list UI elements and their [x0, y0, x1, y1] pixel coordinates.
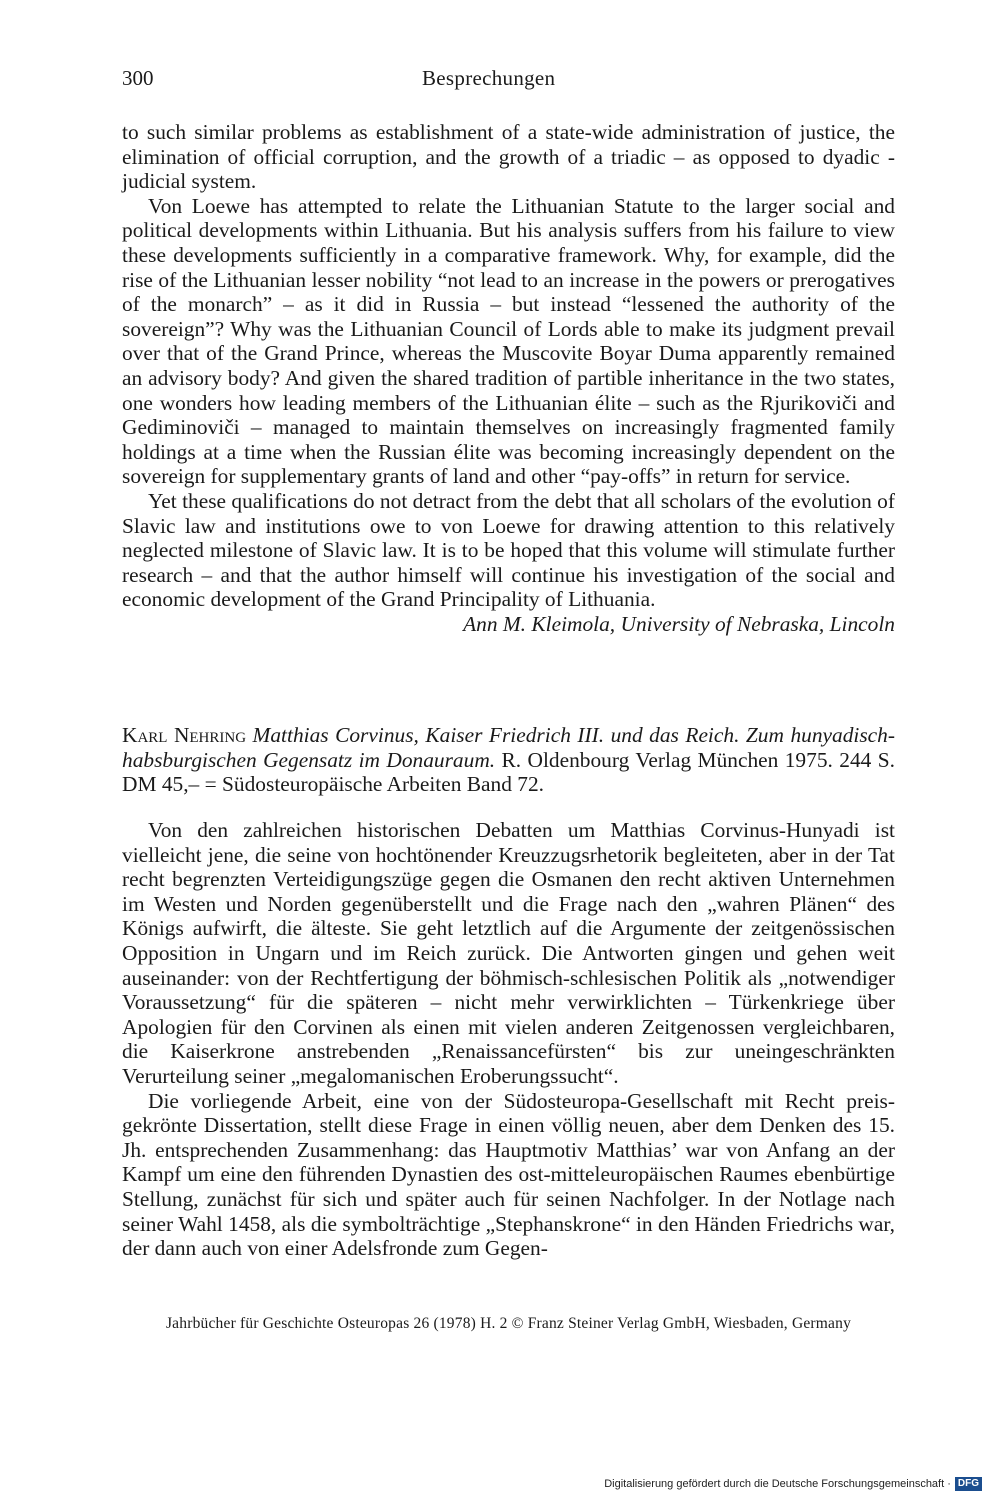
dfg-logo-icon: DFG: [955, 1477, 982, 1491]
paragraph: Von Loewe has attempted to relate the Lithuanian Statute to the larger social and political developments within Lithuania. But his analysis suffers from his failure to view these developments sufficiently in a comparative framework. Why, for example, did the rise of the Lithuanian lesser nobility “not lead to an increase in the powers or prerogatives of the monarch” – as it did in Russia – but instead “lessened the authority of the sovereign”? Why was the Lithuanian Council of Lords able to make its judgment prevail over that of the Grand Prince, whereas the Muscovite Boyar Duma apparently remained an advisory body? And given the shared tradition of partible inheritance in the two states, one wonders how leading members of the Lithuanian élite – such as the Rjurikoviči and Gediminoviči – managed to maintain themselves on increasingly fragmented family holdings at a time when the Russian élite was becoming increasingly dependent on the sovereign for supplementary grants of land and other “pay-offs” in return for service.: [122, 193, 895, 489]
digitization-notice: [604, 1477, 982, 1491]
page-header: [122, 66, 895, 100]
reviewer-signature: Ann M. Kleimola, University of Nebraska, Lincoln: [463, 611, 895, 636]
review-body: [122, 818, 895, 1261]
journal-citation-footer: Jahrbücher für Geschichte Osteuropas 26 (1978) H. 2 © Franz Steiner Verlag GmbH, Wiesbaden, Germany: [165, 1315, 852, 1332]
paragraph: Yet these qualifications do not detract from the debt that all scholars of the evolution of Slavic law and institutions owe to von Loewe for drawing attention to this relatively neglected milestone of Slavic law. It is to be hoped that this volume will stimulate further research – and that the author himself will continue his investigation of the social and economic development of the Grand Principality of Lithuania.: [122, 488, 895, 612]
review-continuation: [122, 120, 895, 636]
digitization-text: Digitalisierung gefördert durch die Deutsche Forschungsgemeinschaft ·: [604, 1478, 951, 1490]
publication-details: R. Oldenbourg Verlag München 1975. 244 S. DM 45,– = Südosteuropäische Arbeiten Band 72.: [122, 747, 895, 797]
page-number: 300: [122, 66, 154, 90]
running-title: Besprechungen: [422, 66, 556, 90]
paragraph: to such similar problems as establishment of a state-wide administration of justice, the elimination of official corruption, and the growth of a triadic – as opposed to dyadic - judicial system.: [122, 120, 895, 194]
reviewed-author: Karl Nehring: [122, 723, 247, 747]
review-bibliographic-heading: [122, 723, 895, 797]
reviewed-title: Matthias Corvinus, Kaiser Friedrich III. und das Reich. Zum hunyadisch-habsburgischen Gegensatz im Donauraum.: [122, 723, 895, 772]
paragraph: Die vorliegende Arbeit, eine von der Südosteuropa-Gesellschaft mit Recht preisgekrönte Dissertation, stellt diese Frage in einen völlig neuen, aber dem Denken des 15. Jh. entsprechenden Zusammenhang: das Hauptmotiv Matthias’ war von Anfang an der Kampf um eine den führenden Dynastien des ost-mitteleuropäischen Raumes ebenbürtige Stellung, zunächst für sich und später auch für seinen Nachfolger. In der Notlage nach seiner Wahl 1458, als die symbolträchtige „Stephanskrone“ in den Händen Friedrichs war, der dann auch von einer Adelsfronde zum Gegen-: [122, 1088, 895, 1261]
paragraph: Von den zahlreichen historischen Debatten um Matthias Corvinus-Hunyadi ist vielleicht jene, die seine von hochtönender Kreuzzugsrhetorik begleiteten, aber in der Tat recht begrenzten Verteidigungszüge gegen die Osmanen den recht aktiven Unternehmen im Westen und Norden gegenüberstellt und die Frage nach den „wahren Plänen“ des Königs aufwirft, die älteste. Sie geht letztlich auf die Argumente der zeitgenössischen Opposition in Ungarn und im Reich zurück. Die Antworten gingen und gehen weit auseinander: von der Rechtfertigung der böhmisch-schlesischen Politik als „notwendiger Voraussetzung“ für die späteren – nicht mehr verwirklichten – Türkenkriege über Apologien für den Corvinen als einen mit vielen anderen Zeitgenossen vergleichbaren, die Kaiserkrone anstrebenden „Renaissancefürsten“ bis zur uneingeschränkten Verurteilung seiner „megalomanischen Eroberungssucht“.: [122, 818, 895, 1088]
